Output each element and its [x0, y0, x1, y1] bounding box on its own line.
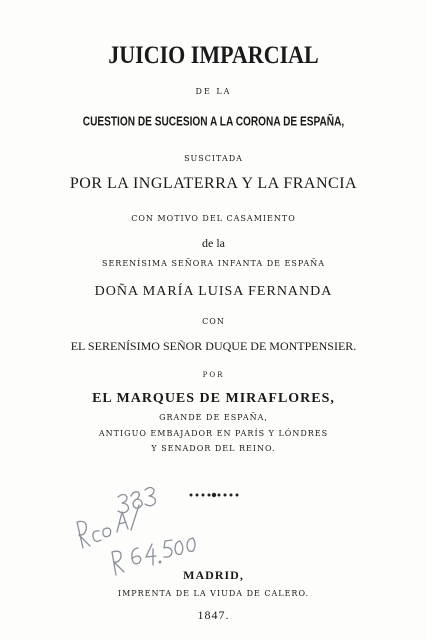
connector-por: POR [202, 371, 225, 379]
author-title-3: Y SENADOR DEL REINO. [151, 444, 276, 453]
ornament-divider-icon [188, 491, 240, 499]
connector-de-la-small: DE LA [195, 87, 232, 96]
author-title-1: GRANDE DE ESPAÑA, [159, 413, 268, 422]
connector-de-la: de la [202, 236, 225, 250]
countries-line: POR LA INGLATERRA Y LA FRANCIA [69, 175, 358, 192]
imprint-printer: IMPRENTA DE LA VIUDA DE CALERO. [117, 589, 310, 598]
book-title: JUICIO IMPARCIAL [108, 40, 319, 69]
connector-con-motivo: CON MOTIVO DEL CASAMIENTO [131, 214, 296, 223]
book-subject: CUESTION DE SUCESION A LA CORONA DE ESPAÑA, [82, 114, 345, 130]
author-title-2: ANTIGUO EMBAJADOR EN PARÍS Y LÓNDRES [98, 429, 329, 438]
connector-con: CON [202, 317, 225, 326]
author-name: EL MARQUES DE MIRAFLORES, [92, 391, 335, 406]
imprint-place: MADRID, [183, 568, 244, 582]
infanta-line: SERENÍSIMA SEÑORA INFANTA DE ESPAÑA [101, 259, 326, 268]
connector-suscitada: SUSCITADA [184, 154, 243, 163]
duque-line: EL SERENÍSIMO SEÑOR DUQUE DE MONTPENSIER. [70, 339, 357, 353]
imprint-year: 1847. [197, 608, 230, 622]
infanta-name: DOÑA MARÍA LUISA FERNANDA [94, 284, 333, 299]
